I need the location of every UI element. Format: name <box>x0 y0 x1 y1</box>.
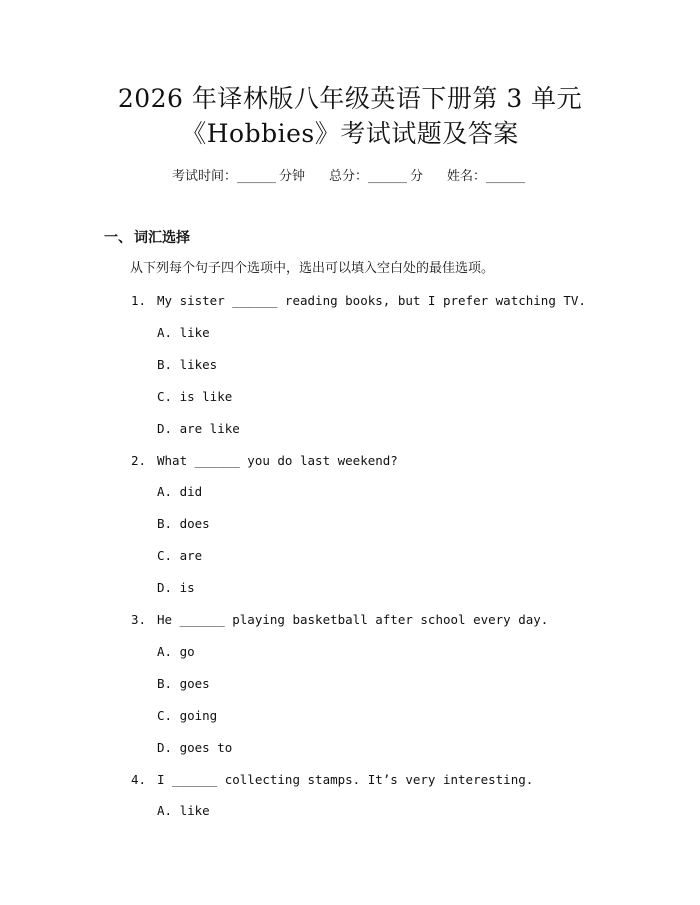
exam-score <box>329 168 423 186</box>
student-name-label: 姓名： <box>447 169 487 184</box>
question-2-option-d[interactable]: D. is <box>157 580 195 596</box>
question-1-option-d[interactable]: D. are like <box>157 420 240 436</box>
exam-time-blank: ______ <box>236 169 276 184</box>
question-3-option-d[interactable]: D. goes to <box>157 739 233 755</box>
question-number: 4. <box>131 771 147 787</box>
section-heading <box>104 228 190 248</box>
exam-time-unit: 分钟 <box>278 169 305 184</box>
question-1-option-b[interactable]: B. likes <box>157 356 218 372</box>
question-number: 1. <box>131 293 147 308</box>
question-1 <box>131 292 586 310</box>
exam-score-unit: 分 <box>410 169 424 184</box>
exam-title-line-1: 2026 年译林版八年级英语下册第 3 单元 <box>117 84 583 113</box>
exam-score-blank: ______ <box>368 169 407 184</box>
question-3-option-a[interactable]: A. go <box>157 643 195 659</box>
section-instruction: 从下列每个句子四个选项中，选出可以填入空白处的最佳选项。 <box>130 261 495 276</box>
exam-time <box>172 168 305 186</box>
question-3-option-c[interactable]: C. going <box>157 707 218 723</box>
section-number: 一、 <box>104 230 132 246</box>
question-number: 2. <box>131 452 147 468</box>
exam-meta <box>0 168 700 186</box>
question-number: 3. <box>131 612 147 627</box>
question-text: My sister ______ reading books, but I prefer watching TV. <box>157 293 586 308</box>
question-1-option-c[interactable]: C. is like <box>157 388 233 404</box>
student-name <box>447 168 528 186</box>
section-title: 词汇选择 <box>134 230 190 246</box>
question-2-option-a[interactable]: A. did <box>157 484 203 500</box>
question-2-option-b[interactable]: B. does <box>157 516 210 532</box>
exam-score-label: 总分： <box>328 169 368 184</box>
question-4 <box>131 771 533 789</box>
question-4-option-a[interactable]: A. like <box>157 803 210 819</box>
question-text: What ______ you do last weekend? <box>157 452 398 468</box>
exam-title-line-2: 《Hobbies》考试试题及答案 <box>181 119 519 148</box>
exam-time-label: 考试时间： <box>171 169 237 184</box>
question-3 <box>131 611 548 629</box>
question-3-option-b[interactable]: B. goes <box>157 675 210 691</box>
question-text: I ______ collecting stamps. It’s very interesting. <box>157 771 534 787</box>
question-1-option-a[interactable]: A. like <box>157 324 210 340</box>
question-2 <box>131 452 398 470</box>
question-text: He ______ playing basketball after school every day. <box>157 612 549 627</box>
student-name-blank: ______ <box>486 169 526 184</box>
question-2-option-c[interactable]: C. are <box>157 548 203 564</box>
